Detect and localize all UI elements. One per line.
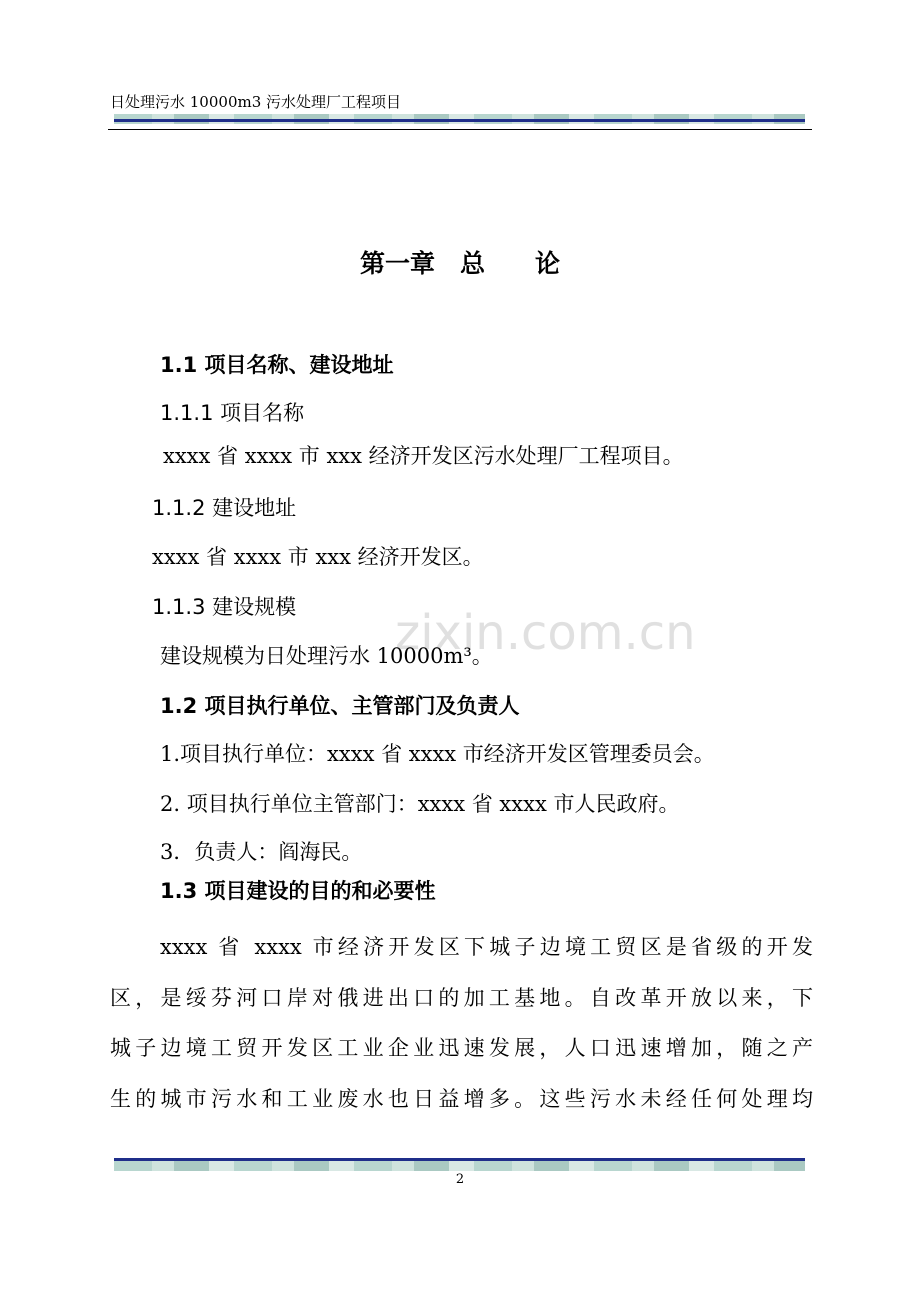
purpose-paragraph-line: 城子边境工贸开发区工业企业迅速发展，人口迅速增加，随之产	[110, 1036, 813, 1060]
section-1-2-heading: 1.2 项目执行单位、主管部门及负责人	[160, 694, 520, 718]
executing-unit-item: 1.项目执行单位：xxxx 省 xxxx 市经济开发区管理委员会。	[160, 742, 715, 766]
supervising-dept-item: 2. 项目执行单位主管部门：xxxx 省 xxxx 市人民政府。	[160, 792, 680, 816]
footer-decorative-band	[114, 1161, 805, 1171]
header-rule	[108, 129, 812, 130]
site-address-text: xxxx 省 xxxx 市 xxx 经济开发区。	[152, 545, 484, 569]
subsection-1-1-1-heading: 1.1.1 项目名称	[160, 401, 305, 425]
scale-text: 建设规模为日处理污水 10000m³。	[160, 644, 493, 668]
purpose-paragraph-line: 生的城市污水和工业废水也日益增多。这些污水未经任何处理均	[110, 1087, 813, 1111]
watermark: zixin.com.cn	[395, 605, 696, 661]
purpose-paragraph-line: xxxx 省 xxxx 市经济开发区下城子边境工贸区是省级的开发	[160, 935, 813, 959]
subsection-1-1-3-heading: 1.1.3 建设规模	[152, 595, 297, 619]
section-1-1-heading: 1.1 项目名称、建设地址	[160, 353, 394, 377]
page-number: 2	[455, 1172, 465, 1187]
project-name-text: xxxx 省 xxxx 市 xxx 经济开发区污水处理厂工程项目。	[163, 444, 684, 468]
responsible-person-item: 3．负责人：阎海民。	[160, 840, 363, 864]
chapter-title: 第一章 总 论	[359, 249, 560, 278]
header-band-line	[114, 119, 805, 122]
section-1-3-heading: 1.3 项目建设的目的和必要性	[160, 879, 436, 903]
running-header: 日处理污水 10000m3 污水处理厂工程项目	[110, 93, 402, 111]
subsection-1-1-2-heading: 1.1.2 建设地址	[152, 496, 297, 520]
purpose-paragraph-line: 区，是绥芬河口岸对俄进出口的加工基地。自改革开放以来，下	[110, 986, 813, 1010]
